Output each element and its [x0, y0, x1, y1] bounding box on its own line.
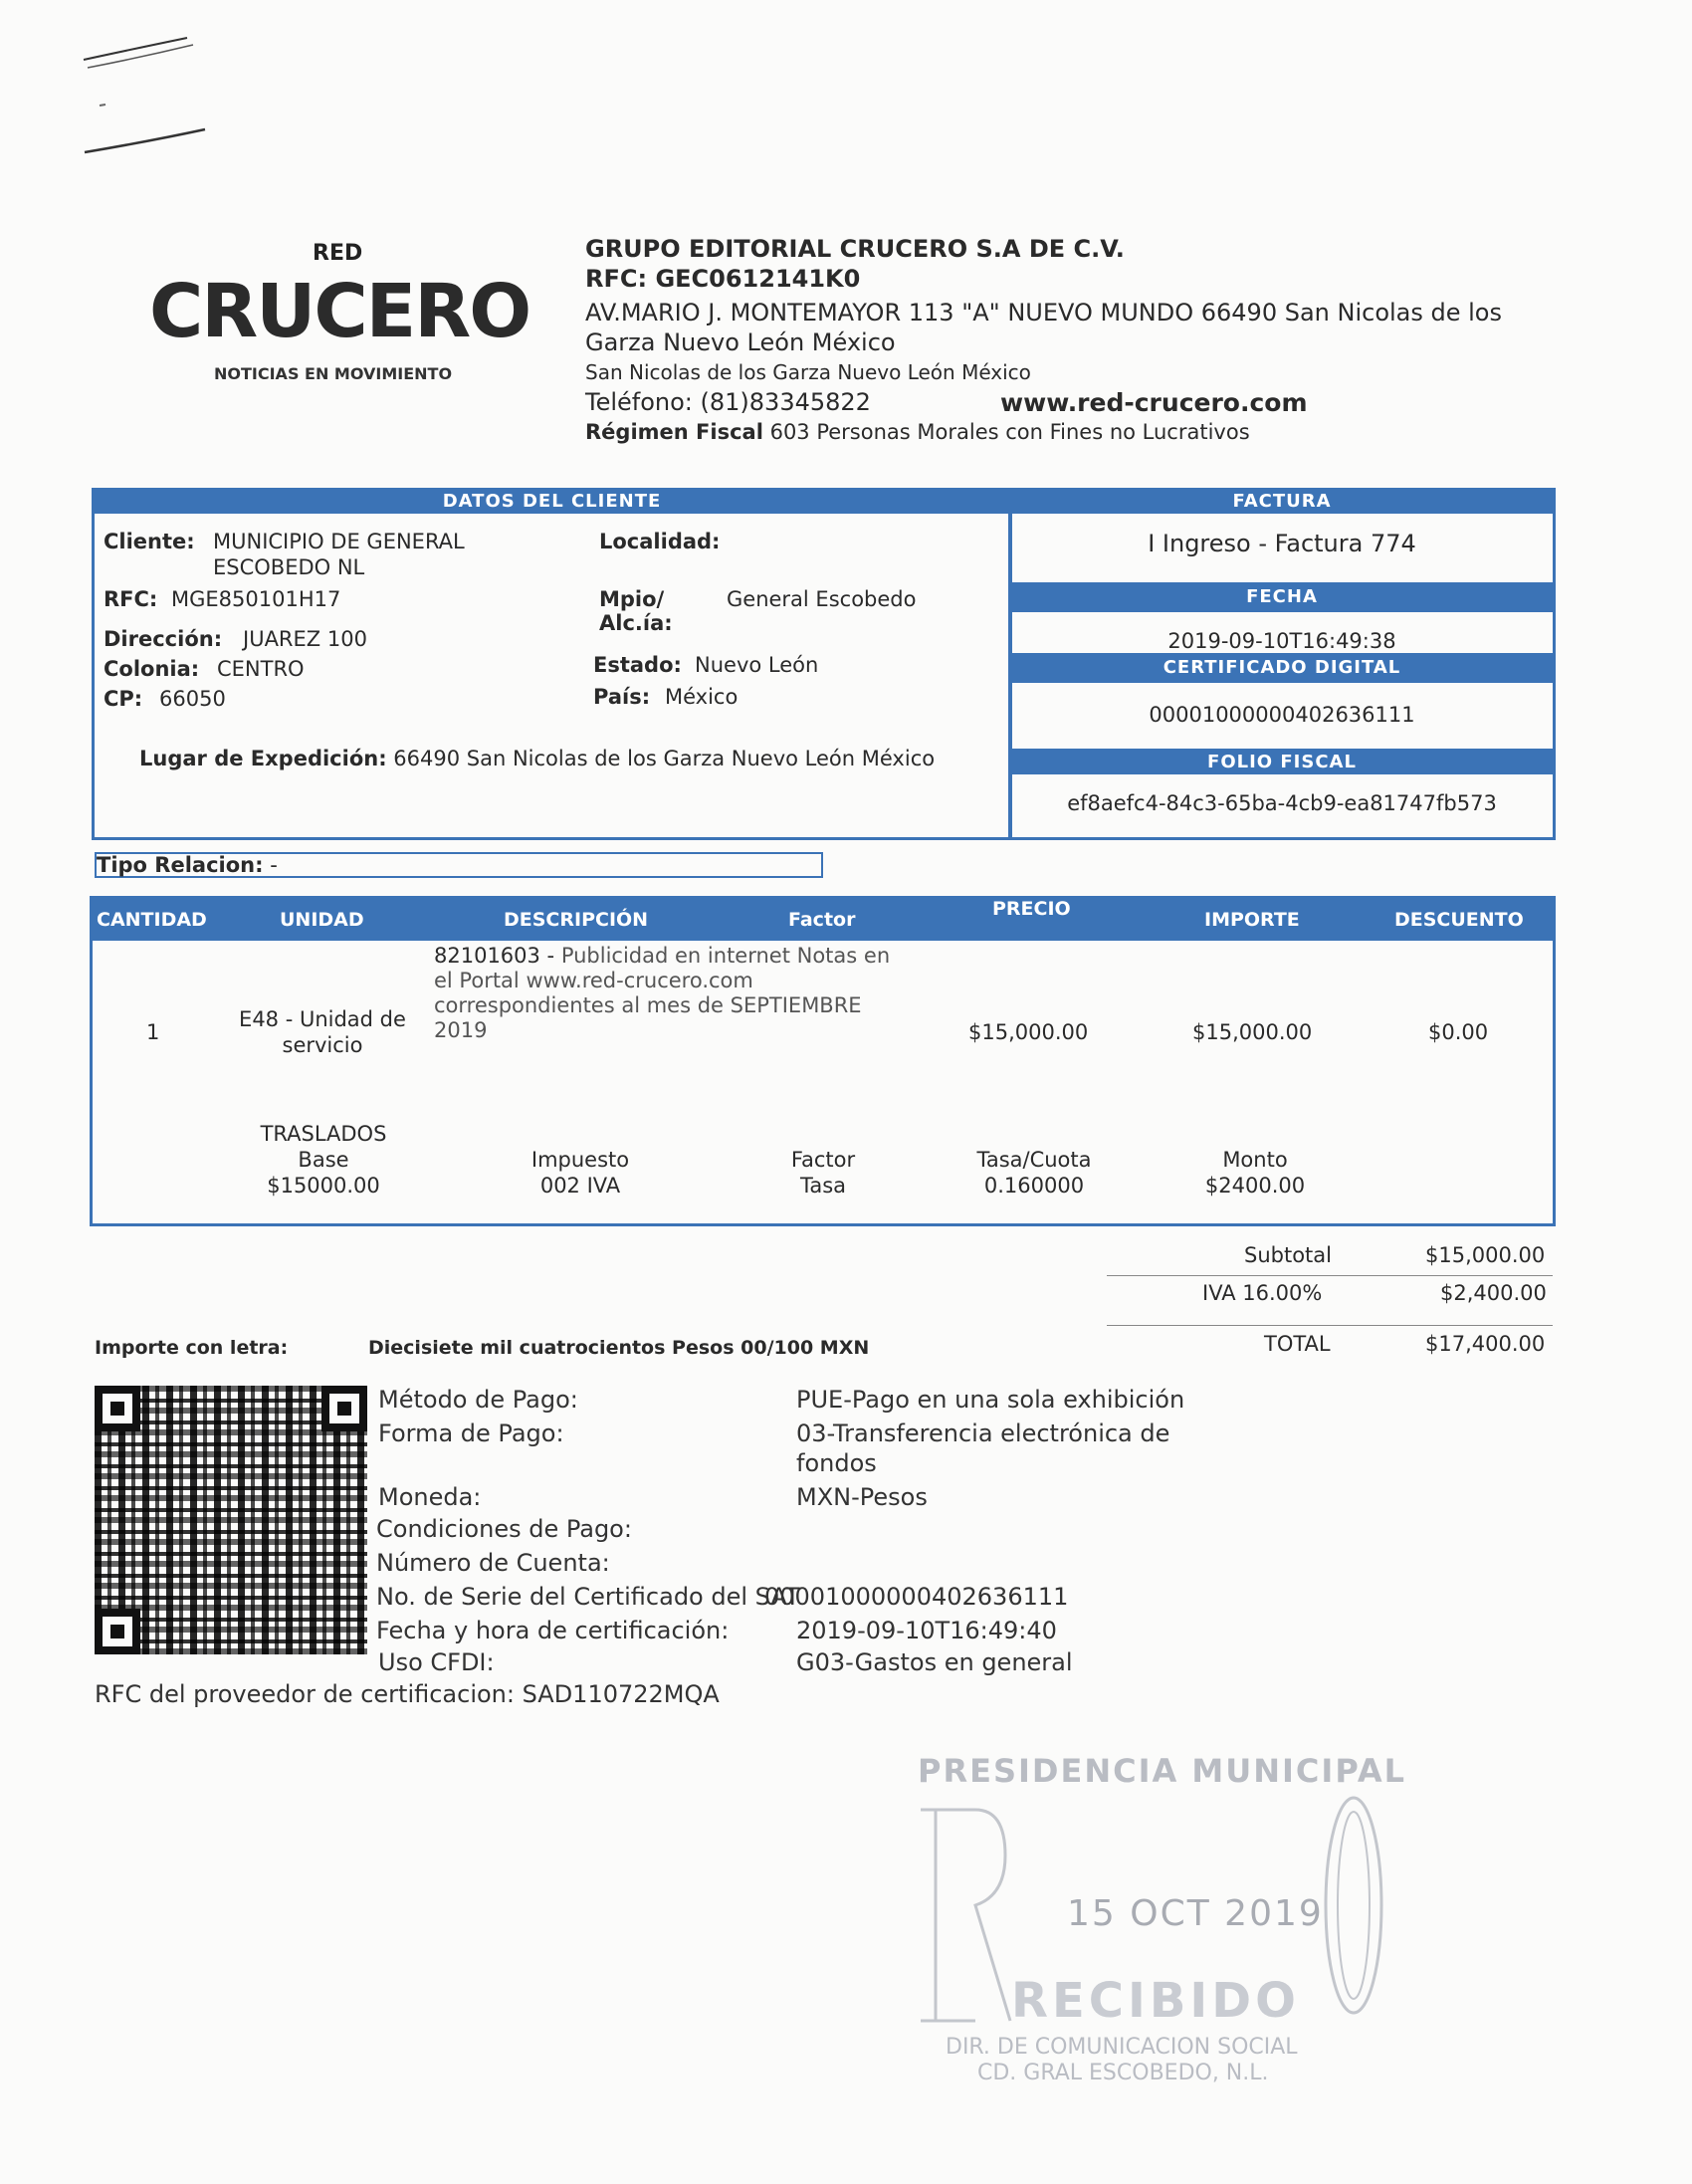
tipo-relacion-value: -	[270, 853, 278, 877]
impuesto-label: Impuesto	[530, 1148, 630, 1172]
cert-value: 00001000000402636111	[1149, 703, 1415, 727]
forma-value-1: 03-Transferencia electrónica de	[796, 1420, 1170, 1447]
company-website: www.red-crucero.com	[1000, 388, 1308, 417]
traslados-factor	[729, 1147, 918, 1199]
tasa-value: 0.160000	[983, 1174, 1085, 1198]
logo-red: RED	[313, 241, 363, 266]
folio-header: FOLIO FISCAL	[1008, 749, 1556, 774]
moneda-value: MXN-Pesos	[796, 1483, 928, 1511]
row-unidad-1: E48 - Unidad de	[239, 1007, 406, 1031]
uso-value: G03-Gastos en general	[796, 1648, 1073, 1676]
traslados-monto	[1161, 1147, 1350, 1199]
serie-label: No. de Serie del Certificado del SAT	[376, 1583, 800, 1611]
factura-header: FACTURA	[1008, 488, 1556, 514]
company-address-1: AV.MARIO J. MONTEMAYOR 113 "A" NUEVO MUNDO 66490 San Nicolas de los	[585, 299, 1502, 327]
factor-label: Factor	[790, 1148, 856, 1172]
stamp-date: 15 OCT 2019	[1067, 1893, 1324, 1934]
pais-value: México	[665, 685, 739, 709]
rfc-value: MGE850101H17	[171, 587, 341, 611]
total-value: $17,400.00	[1425, 1332, 1546, 1356]
cp-label: CP:	[104, 687, 143, 711]
condiciones-label: Condiciones de Pago:	[376, 1515, 632, 1543]
cp-value: 66050	[159, 687, 226, 711]
total-label: TOTAL	[1264, 1332, 1331, 1356]
qr-finder-bl	[95, 1609, 140, 1654]
forma-value-2: fondos	[796, 1449, 877, 1477]
moneda-label: Moneda:	[378, 1483, 482, 1511]
totals-divider-1	[1107, 1275, 1553, 1276]
factor-value: Tasa	[799, 1174, 847, 1198]
company-phone: Teléfono: (81)83345822	[585, 388, 871, 416]
direccion-label: Dirección:	[104, 627, 223, 651]
stamp-line2: CD. GRAL ESCOBEDO, N.L.	[977, 2061, 1269, 2085]
fecha-header: FECHA	[1008, 582, 1556, 612]
iva-label: IVA 16.00%	[1202, 1281, 1323, 1305]
company-address-3: San Nicolas de los Garza Nuevo León México	[585, 360, 1031, 384]
row-desc-3: correspondientes al mes de SEPTIEMBRE	[434, 993, 862, 1017]
row-descripcion	[434, 944, 890, 1043]
row-desc-2: el Portal www.red-crucero.com	[434, 969, 753, 992]
cuenta-label: Número de Cuenta:	[376, 1549, 610, 1577]
mpio-label-2: Alc.ía:	[599, 611, 673, 635]
tipo-relacion	[97, 853, 278, 877]
base-value: $15000.00	[267, 1174, 380, 1198]
forma-label: Forma de Pago:	[378, 1420, 564, 1447]
col-factor: Factor	[788, 909, 856, 931]
traslados-base	[229, 1121, 418, 1199]
direccion-value: JUAREZ 100	[243, 627, 367, 651]
col-descripcion: DESCRIPCIÓN	[504, 909, 649, 931]
row-importe: $15,000.00	[1192, 1020, 1313, 1044]
row-precio: $15,000.00	[968, 1020, 1089, 1044]
localidad-label: Localidad:	[599, 530, 721, 553]
metodo-value: PUE-Pago en una sola exhibición	[796, 1386, 1185, 1414]
qr-finder-tr	[321, 1386, 367, 1431]
colonia-label: Colonia:	[104, 657, 200, 681]
estado-label: Estado:	[593, 653, 682, 677]
subtotal-value: $15,000.00	[1425, 1243, 1546, 1267]
folio-value: ef8aefc4-84c3-65ba-4cb9-ea81747fb573	[1067, 791, 1497, 815]
lugar-label: Lugar de Expedición:	[139, 747, 387, 770]
qr-finder-tl	[95, 1386, 140, 1431]
importe-letra-label: Importe con letra:	[95, 1337, 289, 1359]
regimen-value: 603 Personas Morales con Fines no Lucrativos	[769, 420, 1250, 444]
company-address-2: Garza Nuevo León México	[585, 328, 896, 356]
cliente-value-2: ESCOBEDO NL	[213, 555, 365, 579]
cert-header: CERTIFICADO DIGITAL	[1008, 653, 1556, 683]
stamp-line1: DIR. DE COMUNICACION SOCIAL	[946, 2035, 1298, 2060]
regimen-label: Régimen Fiscal	[585, 420, 763, 444]
traslados-title: TRASLADOS	[260, 1122, 387, 1146]
pais-label: País:	[593, 685, 651, 709]
iva-value: $2,400.00	[1440, 1281, 1547, 1305]
base-label: Base	[298, 1148, 349, 1172]
monto-value: $2400.00	[1204, 1174, 1306, 1198]
importe-letra-value: Diecisiete mil cuatrocientos Pesos 00/100 MXN	[368, 1337, 870, 1359]
fecha-value: 2019-09-10T16:49:38	[1167, 629, 1396, 653]
impuesto-value: 002 IVA	[539, 1174, 621, 1198]
mpio-value: General Escobedo	[727, 587, 917, 611]
cliente-label: Cliente:	[104, 530, 195, 553]
row-desc-4: 2019	[434, 1018, 488, 1042]
col-unidad: UNIDAD	[280, 909, 364, 931]
rfc-proveedor: RFC del proveedor de certificacion: SAD110722MQA	[95, 1680, 720, 1708]
row-descuento: $0.00	[1428, 1020, 1489, 1044]
totals-divider-2	[1107, 1325, 1553, 1326]
col-importe: IMPORTE	[1204, 909, 1300, 931]
rfc-label: RFC:	[104, 587, 158, 611]
logo-crucero: CRUCERO	[149, 269, 530, 354]
colonia-value: CENTRO	[217, 657, 305, 681]
serie-value: 00001000000402636111	[764, 1583, 1069, 1611]
stamp-word: RECIBIDO	[1011, 1973, 1300, 2029]
tipo-relacion-label: Tipo Relacion:	[97, 853, 264, 877]
lugar-value: 66490 San Nicolas de los Garza Nuevo León México	[393, 747, 936, 770]
factura-value: I Ingreso - Factura 774	[1148, 530, 1416, 557]
estado-value: Nuevo León	[695, 653, 819, 677]
row-desc-1: Publicidad en internet Notas en	[560, 944, 891, 968]
traslados-tasa	[940, 1147, 1129, 1199]
subtotal-label: Subtotal	[1244, 1243, 1332, 1267]
company-regimen	[585, 420, 1250, 444]
lugar-expedicion	[139, 747, 935, 770]
row-code: 82101603 -	[434, 944, 555, 968]
client-header: DATOS DEL CLIENTE	[92, 488, 1012, 514]
cliente-value-1: MUNICIPIO DE GENERAL	[213, 530, 465, 553]
fecha-cert-label: Fecha y hora de certificación:	[376, 1617, 730, 1644]
col-cantidad: CANTIDAD	[97, 909, 207, 931]
row-unidad-2: servicio	[282, 1033, 363, 1057]
col-precio: PRECIO	[992, 898, 1071, 920]
mpio-label-1: Mpio/	[599, 587, 665, 611]
fecha-cert-value: 2019-09-10T16:49:40	[796, 1617, 1057, 1644]
tasa-label: Tasa/Cuota	[976, 1148, 1092, 1172]
col-descuento: DESCUENTO	[1394, 909, 1524, 931]
stamp-top: PRESIDENCIA MUNICIPAL	[918, 1752, 1406, 1790]
metodo-label: Método de Pago:	[378, 1386, 578, 1414]
uso-label: Uso CFDI:	[378, 1648, 495, 1676]
monto-label: Monto	[1222, 1148, 1288, 1172]
logo-tagline: NOTICIAS EN MOVIMIENTO	[214, 364, 453, 383]
traslados-impuesto	[486, 1147, 675, 1199]
company-name: GRUPO EDITORIAL CRUCERO S.A DE C.V.	[585, 235, 1125, 263]
row-cantidad: 1	[146, 1020, 160, 1044]
handwritten-marks	[70, 30, 229, 169]
company-rfc: RFC: GEC0612141K0	[585, 265, 861, 293]
reception-stamp	[916, 1752, 1413, 2090]
